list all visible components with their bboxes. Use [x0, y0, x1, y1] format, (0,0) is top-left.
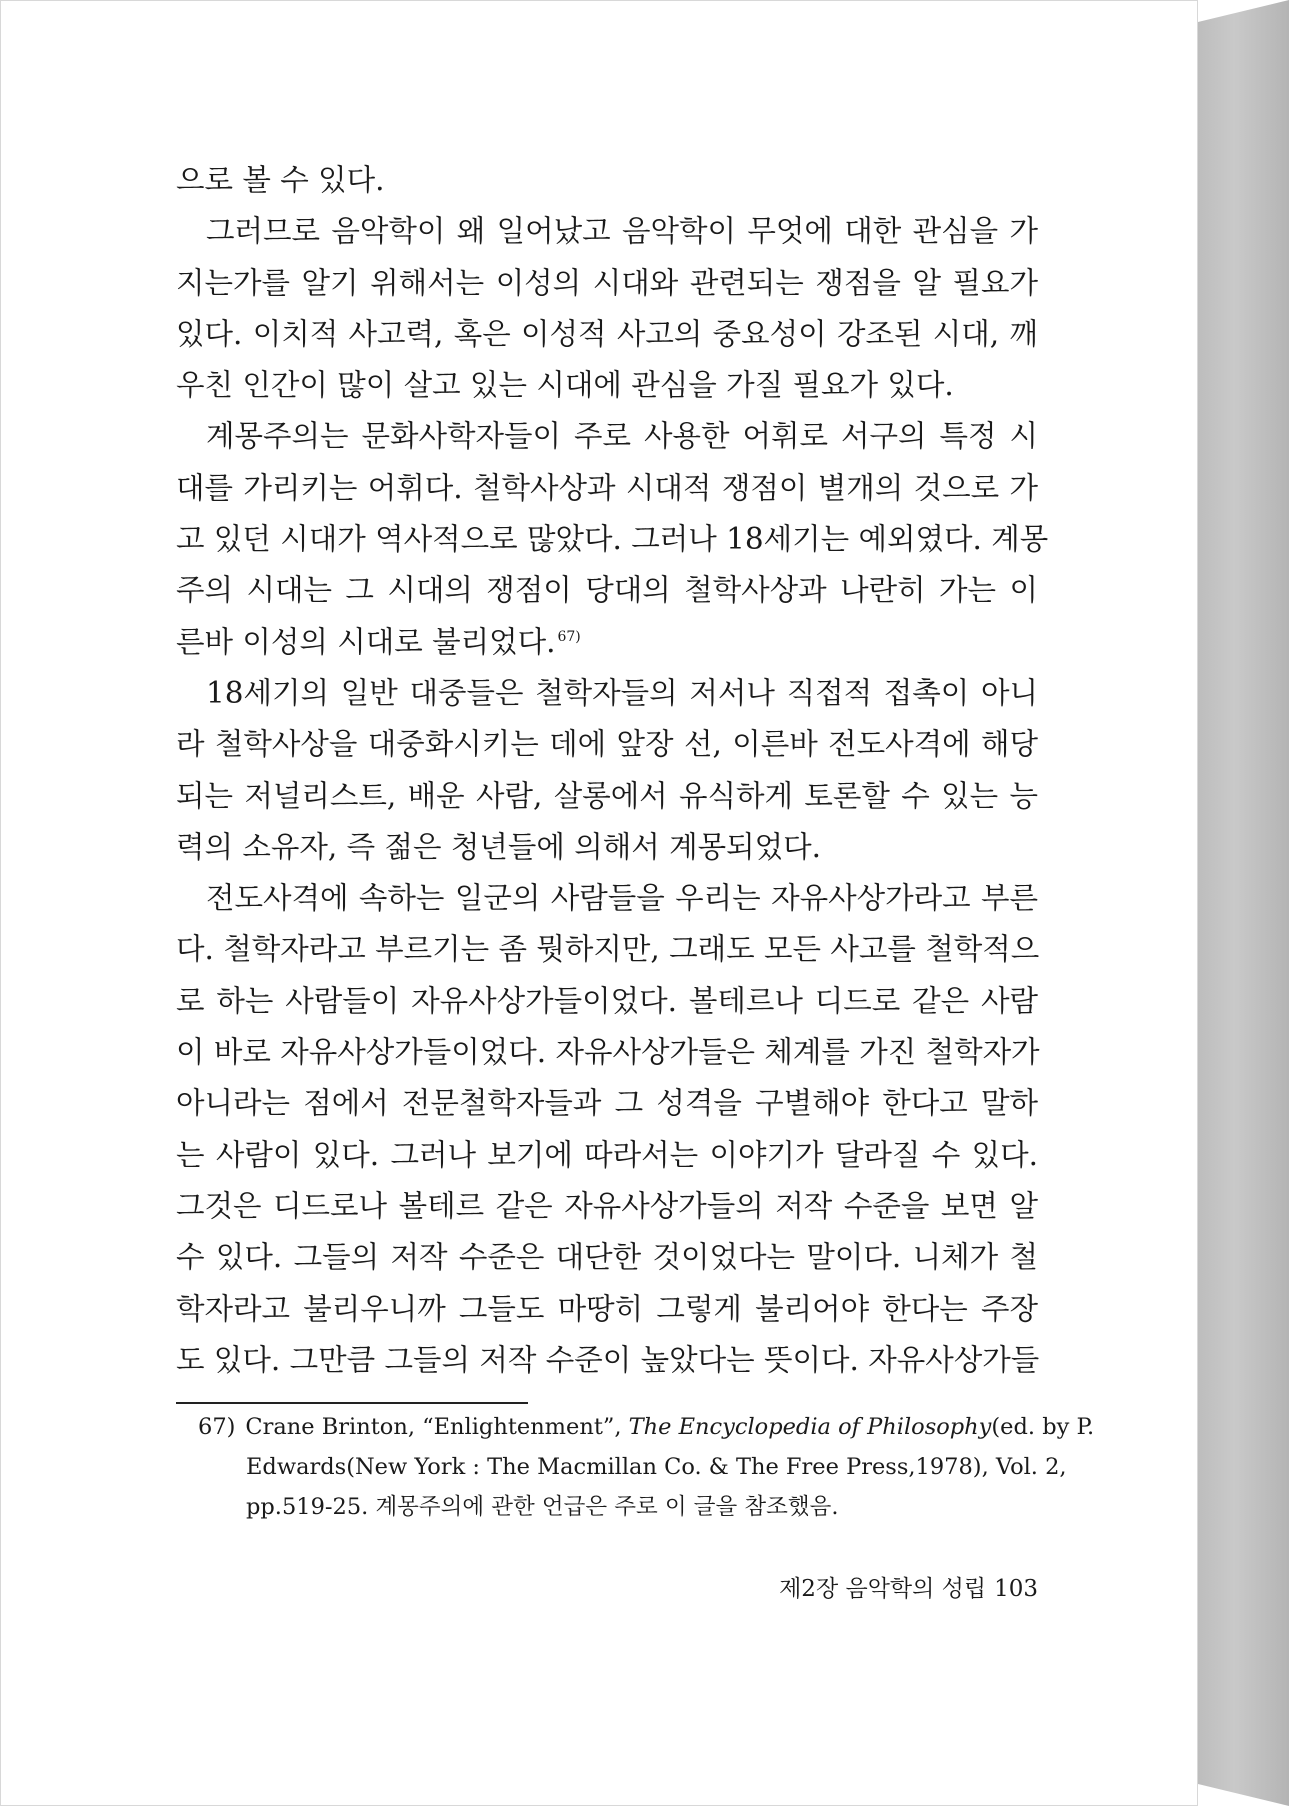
footnote-rule [176, 1402, 528, 1404]
text-line: 른바 이성의 시대로 불리었다. $^{67)}$ [176, 624, 581, 659]
text-line: 는 사람이 있다. 그러나 보기에 따라서는 이야기가 달라질 수 있다. [176, 1137, 1038, 1172]
text-line: 학자라고 불리우니까 그들도 마땅히 그렇게 불리어야 한다는 주장 [176, 1291, 1038, 1326]
text-line: 그러므로 음악학이 왜 일어났고 음악학이 무엇에 대한 관심을 가 [206, 214, 1038, 249]
text-line: 다. 철학자라고 부르기는 좀 뭣하지만, 그래도 모든 사고를 철학적으 [176, 932, 1040, 967]
page-footer [746, 1570, 1038, 1603]
paragraph [176, 411, 1049, 667]
paragraph [176, 206, 1038, 411]
text-line: 계몽주의는 문화사학자들이 주로 사용한 어휘로 서구의 특정 시 [206, 419, 1038, 454]
footnote-number: 67) [198, 1414, 236, 1440]
text-line: 수 있다. 그들의 저작 수준은 대단한 것이었다는 말이다. 니체가 철 [176, 1240, 1038, 1275]
text-line: 우친 인간이 많이 살고 있는 시대에 관심을 가질 필요가 있다. [176, 368, 954, 403]
footnote-source-title: The Encyclopedia of Philosophy [628, 1414, 992, 1440]
footnote-line [198, 1487, 1038, 1527]
text-line: 고 있던 시대가 역사적으로 많았다. 그러나 18세기는 예외였다. 계몽 [176, 522, 1049, 557]
running-chapter-title: 제2장 음악학의 성립 [779, 1576, 987, 1602]
text-line: 로 하는 사람들이 자유사상가들이었다. 볼테르나 디드로 같은 사람 [176, 983, 1038, 1018]
page-number: 103 [994, 1576, 1038, 1602]
footnote-text: Crane Brinton, “Enlightenment”, [245, 1414, 629, 1440]
text-line: 전도사격에 속하는 일군의 사람들을 우리는 자유사상가라고 부른 [206, 881, 1038, 916]
footnote-line [198, 1447, 1067, 1487]
text-line: 으로 볼 수 있다. [176, 163, 385, 197]
text-line: 아니라는 점에서 전문철학자들과 그 성격을 구별해야 한다고 말하 [176, 1086, 1038, 1121]
text-line: 있다. 이치적 사고력, 혹은 이성적 사고의 중요성이 강조된 시대, 깨 [176, 316, 1038, 351]
text-line: 주의 시대는 그 시대의 쟁점이 당대의 철학사상과 나란히 가는 이 [176, 573, 1038, 608]
footnote-text: Edwards(New York : The Macmillan Co. & The Free Press,1978), Vol. 2, [246, 1454, 1067, 1480]
text-line: 라 철학사상을 대중화시키는 데에 앞장 선, 이른바 전도사격에 해당 [176, 727, 1038, 762]
text-line: 대를 가리키는 어휘다. 철학사상과 시대적 쟁점이 별개의 것으로 가 [176, 470, 1038, 505]
footnote-line [198, 1407, 1095, 1447]
text-line: 이 바로 자유사상가들이었다. 자유사상가들은 체계를 가진 철학자가 [176, 1035, 1040, 1070]
body-text [176, 155, 1049, 1386]
text-line: 지는가를 알기 위해서는 이성의 시대와 관련되는 쟁점을 알 필요가 [176, 265, 1038, 300]
footnote [198, 1407, 1095, 1527]
paragraph [176, 873, 1038, 1386]
text-line: 18세기의 일반 대중들은 철학자들의 저서나 직접적 접촉이 아니 [206, 675, 1038, 710]
footnote-reference: 67) [557, 628, 581, 645]
text-line: 도 있다. 그만큼 그들의 저작 수준이 높았다는 뜻이다. 자유사상가들 [176, 1342, 1040, 1377]
text-line: 되는 저널리스트, 배운 사람, 살롱에서 유식하게 토론할 수 있는 능 [176, 778, 1038, 813]
footnote-text: (ed. by P. [991, 1414, 1095, 1440]
text-line: 그것은 디드로나 볼테르 같은 자유사상가들의 저작 수준을 보면 알 [176, 1188, 1038, 1223]
text-line: 력의 소유자, 즉 젊은 청년들에 의해서 계몽되었다. [176, 829, 821, 864]
paragraph [176, 668, 1038, 873]
book-page-edge [1198, 0, 1289, 1806]
paragraph [176, 155, 1038, 206]
footnote-text: pp.519-25. 계몽주의에 관한 언급은 주로 이 글을 참조했음. [246, 1494, 839, 1520]
